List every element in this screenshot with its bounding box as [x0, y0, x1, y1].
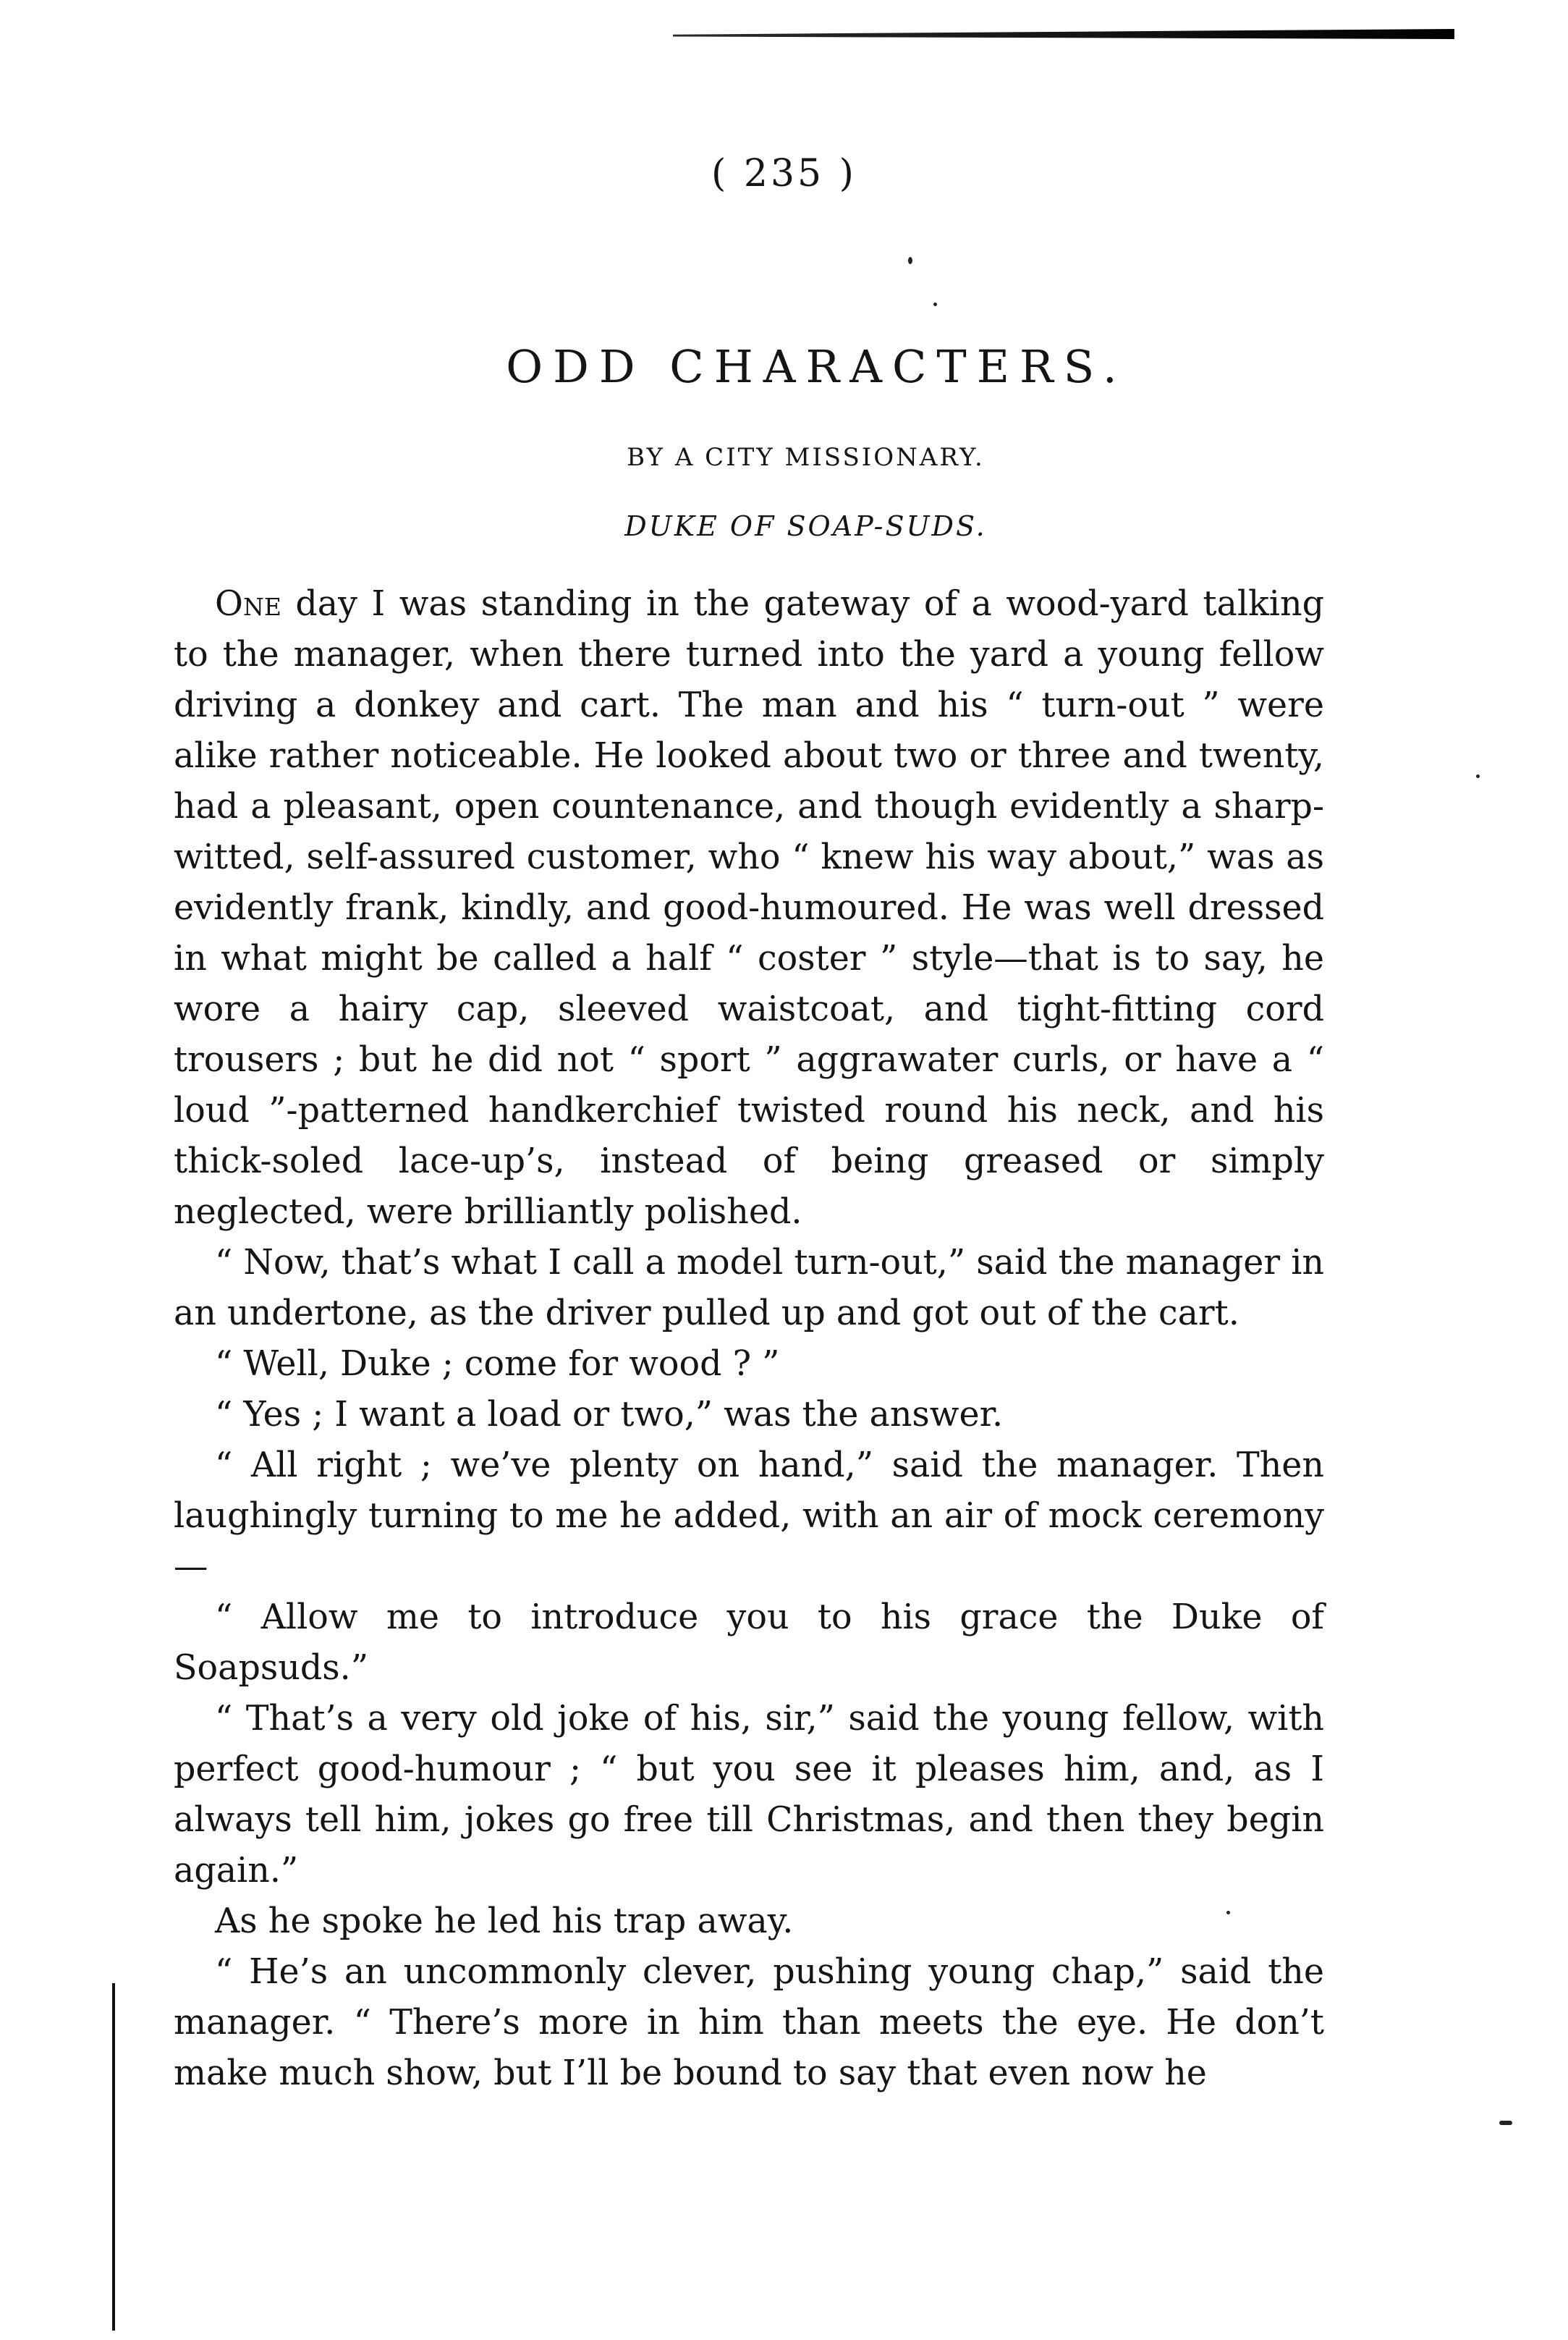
paragraph: As he spoke he led his trap away. — [215, 1901, 794, 1941]
scan-speck — [908, 257, 912, 264]
paragraph: “ Allow me to introduce you to his grace the Duke of Soapsuds.” — [174, 1597, 1324, 1688]
byline: BY A CITY MISSIONARY. — [627, 443, 985, 472]
top-rule — [673, 29, 1454, 39]
drop-word: One — [215, 584, 281, 624]
page-number: ( 235 ) — [711, 152, 857, 195]
paragraph: “ He’s an uncommonly clever, pushing young chap,” said the manager. “ There’s more in him than meets the eye. He don’t make much show, but I’ll be bound to say that even now he — [174, 1952, 1324, 2093]
paragraph: “ That’s a very old joke of his, sir,” said the young fellow, with perfect good-humour ; “ but you see it pleases him, and, as I always tell him, jokes go free till Christmas, and then they begin again.” — [174, 1699, 1324, 1891]
paragraph: “ Yes ; I want a load or two,” was the answer. — [215, 1395, 1004, 1435]
paragraph-text: day I was standing in the gateway of a wood-yard talking to the manager, when there turned into the yard a young fellow driving a donkey and cart. The man and his “ turn-out ” were alike rather noticeable. He looked about two or three and twenty, had a pleasant, open countenance, and though evidently a sharp-witted, self-assured customer, who “ knew his way about,” was as evidently frank, kindly, and good-humoured. He was well dressed in what might be called a half “ coster ” style—that is to say, he wore a hairy cap, sleeved waistcoat, and tight-fitting cord trousers ; but he did not “ sport ” aggrawater curls, or have a “ loud ”-patterned handkerchief twisted round his neck, and his thick-soled lace-up’s, instead of being greased or simply neglected, were brilliantly polished. — [174, 584, 1324, 1232]
paragraph: “ All right ; we’ve plenty on hand,” said the manager. Then laughingly turning to me he added, with an air of mock ceremony— — [174, 1445, 1324, 1587]
paragraph: “ Well, Duke ; come for wood ? ” — [215, 1344, 780, 1384]
section-title: DUKE OF SOAP-SUDS. — [624, 510, 987, 542]
scan-speck — [1226, 1911, 1230, 1914]
scan-speck — [933, 303, 937, 306]
scan-speck — [1499, 2121, 1512, 2125]
page-title: ODD CHARACTERS. — [506, 340, 1127, 393]
scan-margin-line — [112, 1983, 115, 2331]
paragraph — [174, 579, 1324, 1238]
body-text — [174, 579, 1324, 2099]
paragraph: “ Now, that’s what I call a model turn-out,” said the manager in an undertone, as the driver pulled up and got out of the cart. — [174, 1243, 1324, 1333]
scan-speck — [1476, 774, 1480, 778]
